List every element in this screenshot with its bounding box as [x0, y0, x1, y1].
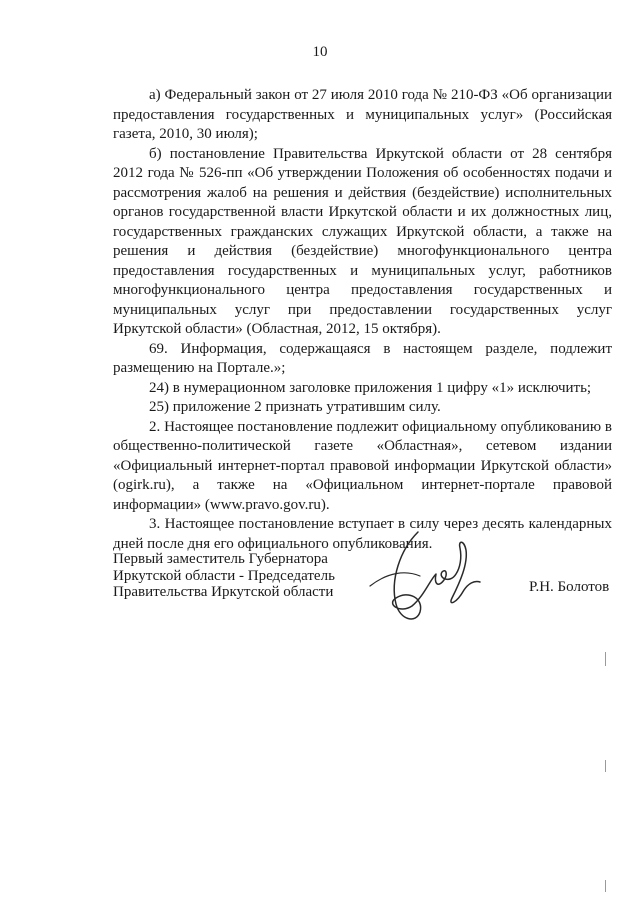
scan-edge-mark [605, 652, 606, 666]
paragraph-entry-into-force: 3. Настоящее постановление вступает в силу через десять календарных дней после дня его официального опубликования. [113, 516, 612, 552]
paragraph-publication: 2. Настоящее постановление подлежит официальному опубликованию в общественно-политической газете «Областная», сетевом издании «Официальный интернет-портал правовой информации Иркутской области» (ogirk.ru), а также на «Официальном интернет-портале правовой информации» (www.pravo.gov.ru). [113, 418, 612, 513]
paragraph-government-resolution: б) постановление Правительства Иркутской области от 28 сентября 2012 года № 526-пп «Об утверждении Положения об особенностях подачи и рассмотрения жалоб на решения и действия (бездействие) исполнительных органов государственной власти Иркутской области и их должностных лиц, государственных гражданских служащих Иркутской области, а также на решения и действия (бездействие) многофункционального центра предоставления государственных и муниципальных услуг, работников многофункционального центра предоставления государственных и муниципальных услуг при предоставлении государственных услуг Иркутской области» (Областная, 2012, 15 октября). [113, 145, 612, 337]
paragraph-information-placement: 69. Информация, содержащаяся в настоящем разделе, подлежит размещению на Портале.»; [113, 340, 612, 376]
paragraph-federal-law: а) Федеральный закон от 27 июля 2010 года № 210-ФЗ «Об организации предоставления государственных и муниципальных услуг» (Российская газета, 2010, 30 июля); [113, 87, 612, 142]
signatory-position [113, 551, 335, 601]
scan-edge-mark [605, 760, 606, 772]
paragraph-item-24: 24) в нумерационном заголовке приложения 1 цифру «1» исключить; [149, 379, 592, 396]
document-body [113, 86, 612, 554]
scan-edge-mark [605, 880, 606, 892]
page-number: 10 [312, 44, 328, 60]
signatory-position-line: Первый заместитель Губернатора [113, 551, 328, 567]
signatory-position-line: Иркутской области - Председатель [113, 567, 335, 584]
signatory-name: Р.Н. Болотов [529, 579, 610, 595]
paragraph-item-25: 25) приложение 2 признать утратившим силу. [149, 399, 441, 415]
handwritten-signature [360, 528, 500, 628]
signatory-position-line: Правительства Иркутской области [113, 584, 334, 600]
